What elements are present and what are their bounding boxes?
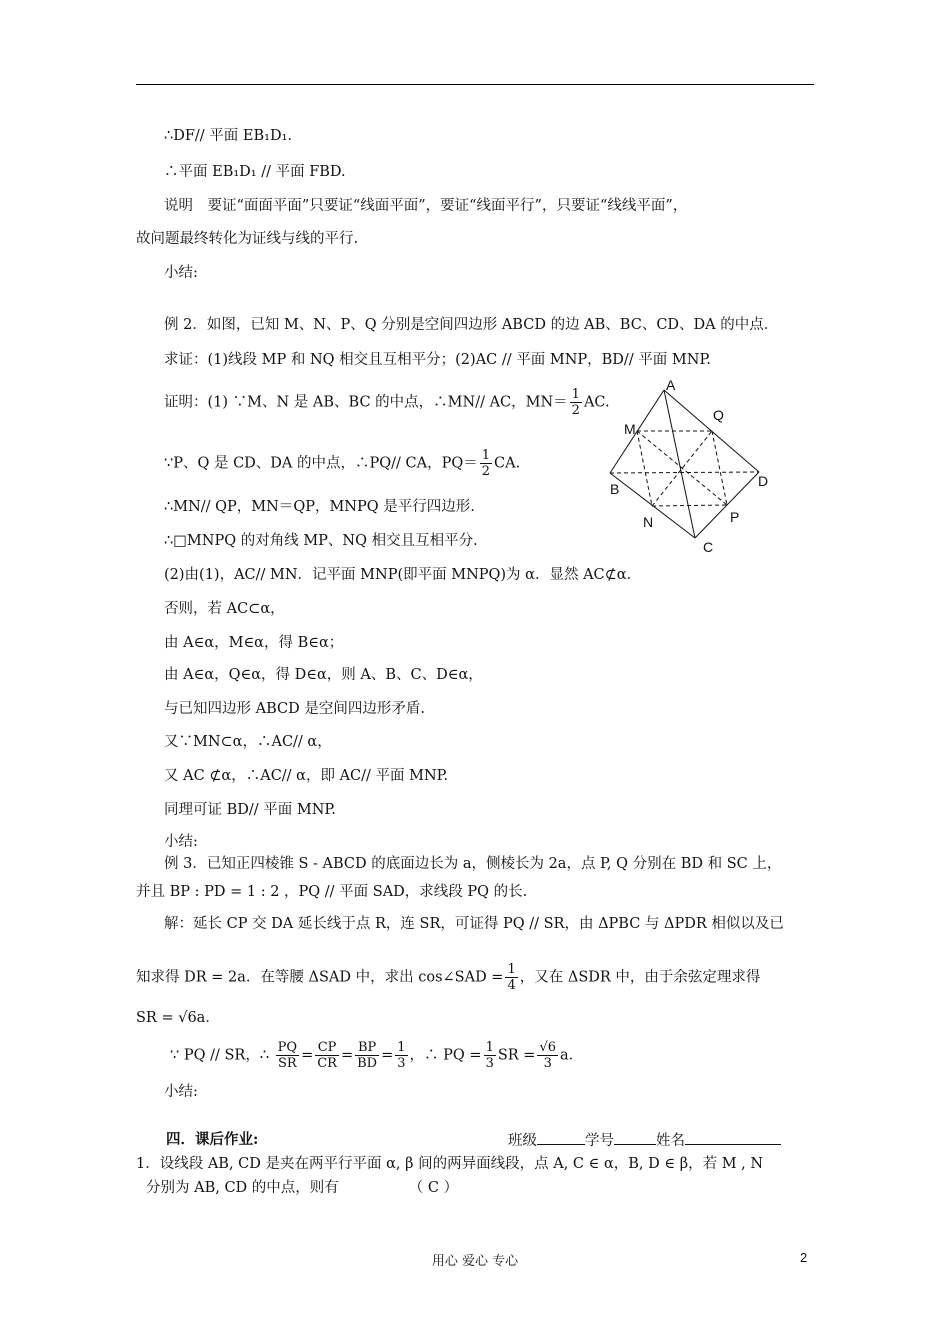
fraction-sqrt6-3: $\frac{√6}{3}$ (539, 1040, 557, 1071)
solution-line: 知求得 DR = 2a．在等腰 ΔSAD 中，求出 cos∠SAD = $\frac{1}{4}$ ，又在 ΔSDR 中，由于余弦定理求得 (136, 962, 761, 993)
summary-label: 小结: (164, 834, 198, 850)
proof-line: ∵P、Q 是 CD、DA 的中点，∴PQ// CA，PQ＝ $\frac{1}{2}$ CA. (164, 448, 521, 479)
text-line: 说明 要证“面面平面”只要证“线面平面”，要证“线面平行”，只要证“线线平面”， (164, 198, 688, 214)
proof-line: ∴□MNPQ 的对角线 MP、NQ 相交且互相平分. (164, 533, 478, 549)
example-2-goal: 求证：(1)线段 MP 和 NQ 相交且互相平分；(2)AC // 平面 MNP，BD// 平面 MNP. (164, 352, 711, 368)
proof-line: 又∵MN⊂α，∴AC// α， (164, 734, 332, 750)
fraction-half: $\frac{1}{2}$ (571, 387, 580, 418)
label-b: B (610, 481, 620, 497)
label-c: C (703, 539, 714, 555)
fraction-bp-bd: $\frac{BP}{BD}$ (357, 1040, 378, 1071)
text-line: 故问题最终转化为证线与线的平行. (136, 231, 359, 247)
text-line: ∴DF// 平面 EB₁D₁. (164, 128, 293, 144)
homework-title: 四．课后作业: (166, 1131, 259, 1148)
label-q: Q (713, 407, 724, 423)
fraction-third: $\frac{1}{3}$ (485, 1040, 494, 1071)
proof-line: 否则，若 AC⊂α， (164, 601, 285, 617)
solution-line: SR = √6a． (136, 1010, 220, 1026)
proof-line: 证明：(1) ∵M、N 是 AB、BC 的中点，∴MN// AC，MN＝ $\frac{1}{2}$ AC. (164, 387, 610, 418)
summary-label: 小结: (164, 1084, 198, 1100)
fraction-half: $\frac{1}{2}$ (481, 448, 491, 479)
proof-line: 又 AC ⊄α，∴AC// α，即 AC// 平面 MNP. (164, 768, 449, 784)
label-m: M (624, 421, 636, 437)
proof-line: (2)由(1)，AC// MN．记平面 MNP(即平面 MNPQ)为 α．显然 AC⊄α． (164, 567, 642, 583)
page-number: 2 (800, 1250, 808, 1265)
edge-np (652, 505, 727, 506)
quadrilateral-figure (600, 370, 780, 560)
label-p: P (730, 509, 740, 525)
question-1-cont: 分别为 AB, CD 的中点，则有 （ C ） (146, 1180, 459, 1196)
student-info: 班级 学号 姓名 (508, 1130, 781, 1151)
proof-line: 与已知四边形 ABCD 是空间四边形矛盾. (164, 701, 425, 717)
fraction-cp-cr: $\frac{CP}{CR}$ (317, 1040, 337, 1071)
text-line: ∴平面 EB₁D₁ // 平面 FBD. (164, 164, 346, 180)
class-blank[interactable] (537, 1130, 585, 1145)
fraction-pq-sr: $\frac{PQ}{SR}$ (277, 1040, 298, 1071)
summary-label: 小结: (164, 265, 198, 281)
header-rule (136, 84, 814, 85)
proof-line: 由 A∈α，M∈α，得 B∈α； (164, 635, 344, 651)
number-blank[interactable] (614, 1130, 656, 1145)
fraction-third: $\frac{1}{3}$ (397, 1040, 406, 1071)
name-blank[interactable] (685, 1130, 781, 1145)
question-1: 1．设线段 AB, CD 是夹在两平行平面 α, β 间的两异面线段，点 A, C ∈ α，B, D ∈ β，若 M , N (136, 1156, 764, 1172)
label-n: N (643, 514, 654, 530)
example-2-title: 例 2．如图，已知 M、N、P、Q 分别是空间四边形 ABCD 的边 AB、BC、CD、DA 的中点． (164, 317, 779, 333)
proof-line: 同理可证 BD// 平面 MNP. (164, 802, 336, 818)
label-a: A (666, 377, 676, 393)
label-d: D (758, 473, 769, 489)
fraction-quarter: $\frac{1}{4}$ (507, 962, 516, 993)
edge-bd (610, 472, 759, 473)
question-1-answer: （ C ） (408, 1180, 459, 1196)
example-3-cond: 并且 BP : PD = 1 : 2 ，PQ // 平面 SAD，求线段 PQ 的长. (136, 884, 528, 900)
solution-line: ∵ PQ // SR，∴ $\frac{PQ}{SR}$ = $\frac{CP}{CR}$ = $\frac{BP}{BD}$ = $\frac{1}{3}$ ，∴ PQ = $\frac{1}{3}$ SR = $\frac{√6}{3}$ a． (170, 1040, 584, 1071)
footer-text: 用心 爱心 专心 (431, 1254, 519, 1269)
edge-mp (637, 431, 727, 505)
solution-line: 解：延长 CP 交 DA 延长线于点 R，连 SR，可证得 PQ // SR，由 ΔPBC 与 ΔPDR 相似以及已 (164, 916, 784, 932)
proof-line: 由 A∈α，Q∈α，得 D∈α，则 A、B、C、D∈α， (164, 667, 483, 683)
proof-line: ∴MN// QP，MN＝QP，MNPQ 是平行四边形. (164, 499, 475, 515)
example-3-title: 例 3．已知正四棱锥 S - ABCD 的底面边长为 a，侧棱长为 2a，点 P, Q 分别在 BD 和 SC 上， (164, 856, 782, 872)
